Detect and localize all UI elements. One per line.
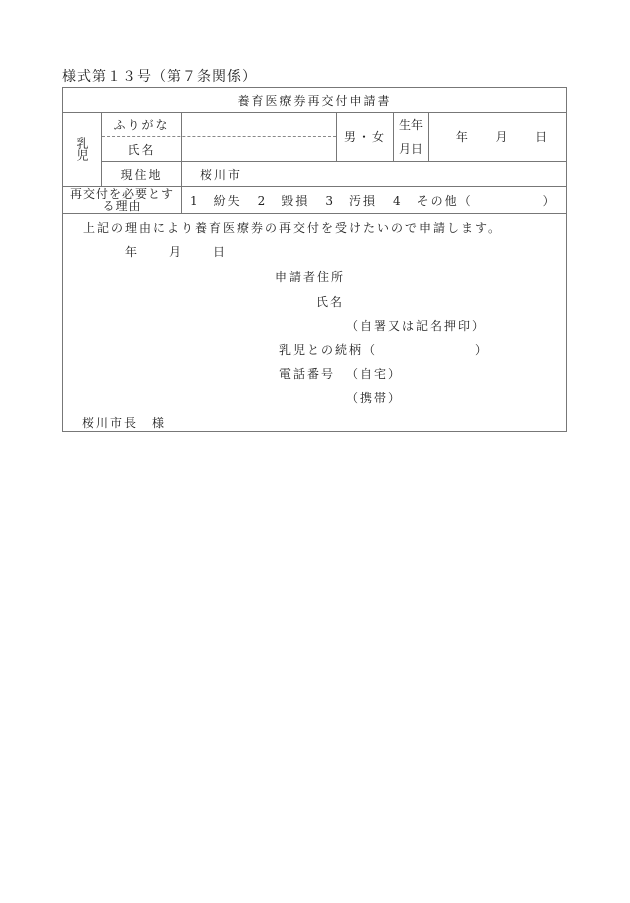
applicant-name-label: 氏名	[316, 295, 345, 309]
divider	[63, 213, 566, 214]
infant-label	[63, 112, 101, 186]
date-day: 日	[213, 245, 228, 259]
address-label: 現住地	[120, 167, 163, 182]
date-year: 年	[125, 245, 140, 259]
birthdate-month: 月	[495, 130, 510, 144]
birthdate-field[interactable]	[429, 112, 566, 161]
option-number: 2	[257, 193, 268, 208]
addressee: 桜川市長 様	[82, 416, 167, 430]
phone-mobile-field[interactable]: （携帯）	[346, 391, 403, 405]
reason-label-line1: 再交付を必要とす	[69, 187, 174, 201]
infant-label-text: 乳児	[75, 137, 89, 161]
phone-home-field[interactable]: （自宅）	[346, 367, 403, 381]
reason-option-1[interactable]	[190, 192, 242, 209]
reason-option-4[interactable]	[393, 192, 557, 209]
form-number: 様式第１３号（第７条関係）	[62, 69, 257, 85]
signature-note: （自署又は記名押印）	[346, 319, 487, 333]
birthdate-day: 日	[535, 130, 550, 144]
option-label: 汚損	[349, 193, 378, 208]
applicant-address-label: 申請者住所	[275, 270, 346, 284]
form-title: 養育医療券再交付申請書	[237, 93, 392, 108]
application-date[interactable]	[125, 243, 227, 260]
reason-option-3[interactable]	[325, 192, 377, 209]
application-statement: 上記の理由により養育医療券の再交付を受けたいので申請します。	[83, 221, 503, 235]
application-form	[62, 87, 567, 432]
address-field[interactable]: 桜川市	[200, 167, 243, 182]
birthdate-label-line2: 月日	[398, 141, 423, 156]
option-number: 3	[325, 193, 335, 208]
birthdate-label-line1: 生年	[398, 117, 423, 132]
phone-label: 電話番号	[279, 367, 336, 381]
reason-label-line2: る理由	[102, 199, 142, 213]
option-label: その他（ ）	[416, 193, 557, 208]
birthdate-label	[394, 112, 428, 161]
reason-label	[63, 187, 181, 213]
option-number: 4	[393, 193, 403, 208]
option-number: 1	[190, 193, 200, 208]
option-label: 毀損	[281, 193, 310, 208]
reason-option-2[interactable]	[258, 192, 310, 209]
sex-selector[interactable]: 男・女	[343, 130, 386, 144]
relationship-label[interactable]: 乳児との続柄（ ）	[279, 343, 490, 357]
option-label: 紛失	[213, 193, 242, 208]
name-label: 氏名	[127, 142, 156, 157]
name-field[interactable]	[182, 137, 336, 161]
furigana-label: ふりがな	[113, 117, 170, 132]
reason-options	[182, 187, 566, 213]
birthdate-year: 年	[455, 130, 470, 144]
date-month: 月	[169, 245, 184, 259]
furigana-field[interactable]	[182, 112, 336, 136]
